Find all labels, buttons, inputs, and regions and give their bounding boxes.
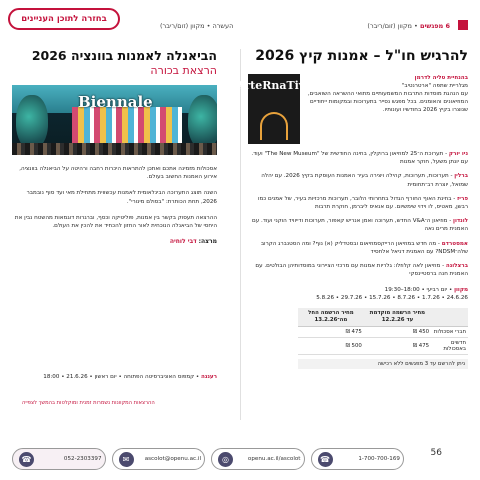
photo-facade xyxy=(72,107,182,147)
biennale-location: רעננה xyxy=(200,374,217,380)
text-paris: - בחינת האוף החורף הגדול בתחרותי הלובר, תערוכות מרכזיות בעיר, של אמנים כמו רבשן, מאטיס, לו וידוי שימשיום. עם אנאיס ליברמן, חוקרת תרבות xyxy=(257,195,468,211)
section-marker xyxy=(458,20,468,30)
row-late-price: 475 ₪ xyxy=(298,327,364,338)
article-summer-art xyxy=(235,48,468,369)
city-amsterdam: אמסטרדם xyxy=(441,240,468,247)
lecturer-label: מרצה: xyxy=(198,238,217,246)
lecturer-name: דבי לוחיה xyxy=(169,238,197,246)
phone-icon: ☎ xyxy=(19,452,34,467)
hotline-link[interactable] xyxy=(311,448,405,470)
row-late-price: 500 ₪ xyxy=(298,338,364,355)
website-link[interactable] xyxy=(211,448,305,470)
table-row xyxy=(298,338,468,355)
row-early-price: 450 ₪ xyxy=(364,327,431,338)
paragraph-paris xyxy=(248,195,468,211)
schedule-label: מקוון xyxy=(454,287,468,294)
photo-crowd xyxy=(12,143,217,155)
biennale-paragraph-2: השנה תוצג התערוכה הבינלאומית לאמנות עכשווית מתחילת מאי ועד סוף נובמבר 2026, תחת הכותרת: "בסולם מינורי". xyxy=(26,190,217,205)
paragraph-new-york xyxy=(248,150,468,166)
globe-icon: ◎ xyxy=(218,452,233,467)
city-new-york: ניו יורק xyxy=(448,151,468,157)
paragraph-berlin xyxy=(248,172,468,188)
breadcrumb-sessions: 6 מפגשים xyxy=(419,22,450,30)
price-col-late: מחיר הרשמה החל מה־13.2.26 xyxy=(298,308,364,327)
row-label: חברי אסכולות xyxy=(431,327,468,338)
row-label: חדשים באסכולות xyxy=(431,338,468,355)
mail-icon: ✉ xyxy=(119,452,134,467)
price-col-label xyxy=(431,308,468,327)
phone-icon: ☎ xyxy=(318,452,333,467)
article-biennale xyxy=(12,48,217,245)
text-london: - מוזיאון ה־V&A החדש, תערוכה ואמן אנריש קאפור, תערוכות ודייוויד הוקני ועוד. עם האמנית מרים נאה xyxy=(252,218,468,233)
schedule xyxy=(248,286,468,302)
breadcrumb-left: העשרה • מקוון (זום/ריבר) xyxy=(160,22,234,30)
schedule-time: • יום רביעי • 18:00–19:30 xyxy=(384,287,455,294)
recording-disclaimer: ההרצאות המקוונות נשמרות זמנית ומוקלטות בהמשך לצפייה xyxy=(22,400,155,406)
city-berlin: ברלין xyxy=(454,173,468,180)
back-to-toc-button[interactable]: בחזרה לתוכן העניינים xyxy=(8,8,120,30)
price-col-early: מחיר הרשמה מוקדמת עד 12.2.26 xyxy=(364,308,431,327)
biennale-subtitle: הרצאת בכורה xyxy=(150,64,217,77)
photo-tree xyxy=(16,95,48,149)
biennale-photo xyxy=(12,85,217,155)
biennale-details: • קמפוס האוניברסיטה הפתוחה • יום ראשון • 21.6.26 • 18:00 xyxy=(43,374,201,380)
city-paris: פריז xyxy=(457,195,468,202)
breadcrumb-right xyxy=(367,22,450,30)
city-london: לונדון xyxy=(453,218,468,225)
logo-figure-icon xyxy=(260,112,288,140)
text-amsterdam: - מה חדש במוזיאון הרייקסמוזיאום ובסטדליק (א) נוף? ומה הסטנברג הקרוב שלה־NDSM? עם האמנית דניאל אלחסיד xyxy=(260,240,468,255)
logo-text: ArteRnaTive xyxy=(235,79,313,92)
website-url: openu.ac.il/ascolot xyxy=(247,456,301,462)
photo-tree xyxy=(188,95,217,149)
paragraph-amsterdam xyxy=(248,240,468,256)
instructor-line: בהנחיית טליה לדרמן xyxy=(414,75,468,81)
article-title: להרגיש חו"ל – אמנות קיץ 2026 xyxy=(255,48,468,64)
city-barcelona: ברצלונה xyxy=(445,263,468,270)
paragraph-london xyxy=(248,217,468,233)
intro-block xyxy=(235,74,468,144)
biennale-paragraph-3: ההרצאה תעסוק בקשר בין אמנות, פוליטיקה וכסף, וברגרות דוגמאות מהשטח נבין את היחסי של הביאנלה הנוכחית לאור החזון להכחיד את להכין את העולם. xyxy=(14,214,217,230)
registration-note: ניתן להרשם עד 3 מפגשים ללא רכישה xyxy=(298,359,468,369)
gallery-line: מגלריית שתפה "ארטרנטיב" xyxy=(401,83,468,89)
row-early-price: 475 ₪ xyxy=(364,338,431,355)
breadcrumb-mode: • מקוון (זום/ריבר) xyxy=(367,22,420,30)
page-number: 56 xyxy=(430,448,442,458)
table-row xyxy=(298,327,468,338)
lecturer xyxy=(12,238,217,245)
artetnative-logo xyxy=(235,74,313,144)
text-barcelona: - מוזיאון לאה קלוזלו: גלריות אמנות עם מרכזי הציירוני במוסדותיהן הבולטים. עם האמנית חנה ברסטיינסקי xyxy=(255,263,468,278)
biennale-schedule xyxy=(12,374,217,380)
phone-link[interactable] xyxy=(12,448,106,470)
schedule-dates: 24.6.26 • 1.7.26 • 8.7.26 • 15.7.26 • 29.7.26 • 5.8.26 xyxy=(316,295,468,302)
intro-text xyxy=(304,74,468,144)
email-link[interactable] xyxy=(112,448,206,470)
paragraph-barcelona xyxy=(248,262,468,278)
text-new-york: - תערוכת ה־25 למוזיאון ברוקלין, בחינה החודשית של "The New Museum" ועוד. עם יונתן משעל, חוקר אמנות xyxy=(251,151,468,166)
hotline-number: 1-700-700-169 xyxy=(358,456,400,462)
photo-sign: Biennale xyxy=(78,93,153,111)
biennale-paragraph-1: אסכולות מזמינה אתכם ואתכן להתראות היכרות רחבה ורהיטה על הביאנלה בוונציה, אירוע האמנות החשוב בעולם. xyxy=(19,166,217,181)
price-table xyxy=(298,308,468,355)
biennale-title: הביאנלה לאמנות בוונציה 2026 xyxy=(31,48,217,63)
text-berlin: - תערוכות, תערוכות, קהילה ויצירה בעיר האמנות העוסקת בקיץ 2026. עם יהלה שמואל, יוצרת רב־תחומית xyxy=(261,173,468,188)
column-divider xyxy=(240,49,241,420)
intro-body: עם הנהגת מוסדות התרבות המשמעותיים מתואי ההשראה השואבים, המוזיאונים והאומנים. בכל מפגש נסייר בתערוכות ובמקומות ייחודיים שנוצרו בקיץ 2026 בחודשיו ועונותיו. xyxy=(307,91,468,113)
contact-footer xyxy=(12,448,404,470)
email-address: ascolot@openu.ac.il xyxy=(144,456,201,462)
phone-number: 052-2303397 xyxy=(63,456,102,462)
